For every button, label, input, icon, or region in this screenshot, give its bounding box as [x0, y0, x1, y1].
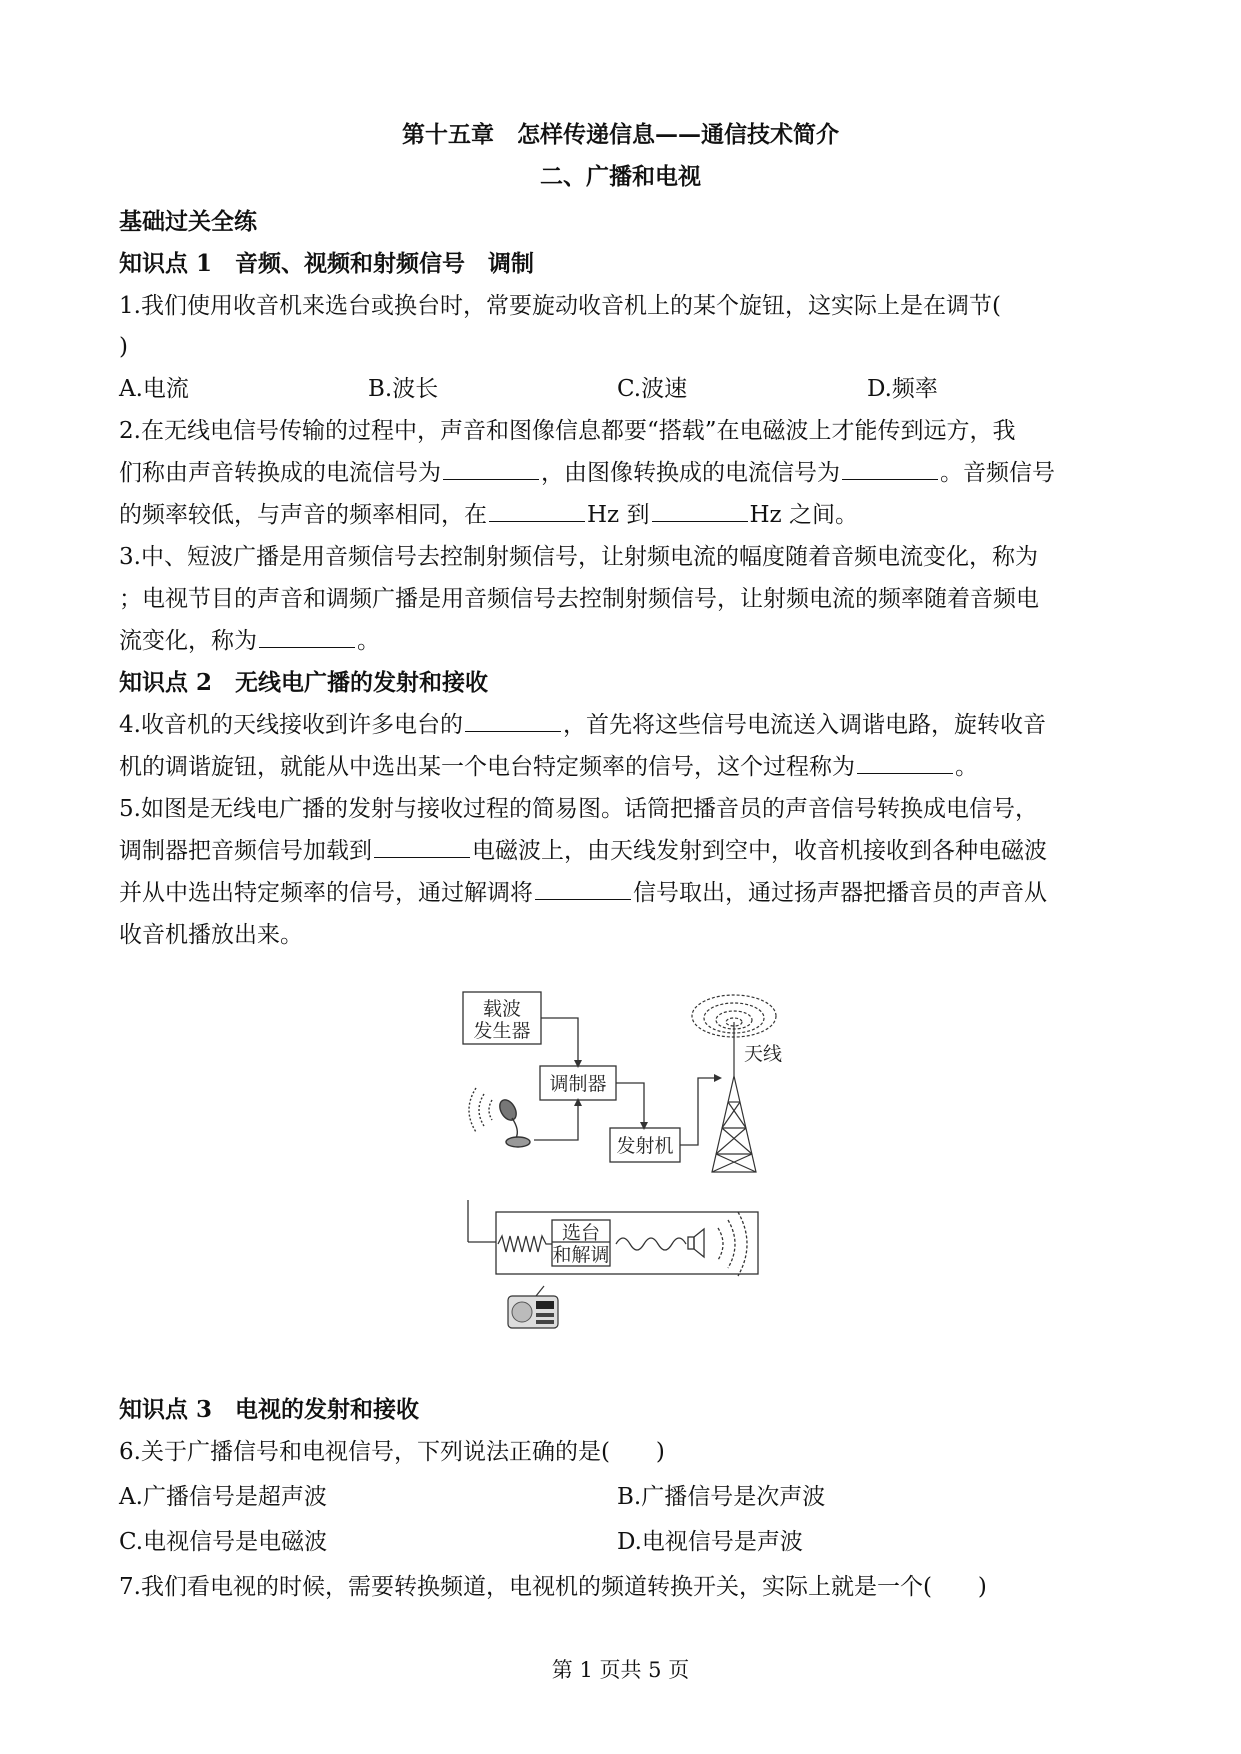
answer-blank — [465, 709, 561, 732]
answer-blank — [535, 877, 631, 900]
text-segment: 。 — [955, 754, 978, 780]
sound-waves-icon — [718, 1212, 747, 1276]
text-segment: 调制器把音频信号加载到 — [119, 838, 372, 864]
question-2-line-2 — [119, 457, 1129, 489]
question-4-line-2 — [119, 751, 1129, 783]
carrier-label-1: 载波 — [482, 998, 522, 1020]
question-3-line-1: 3.中、短波广播是用音频信号去控制射频信号，让射频电流的幅度随着音频电流变化，称为 — [119, 544, 1038, 570]
text-segment: 4.收音机的天线接收到许多电台的 — [119, 712, 463, 738]
section-title: 二、广播和电视 — [540, 163, 701, 190]
answer-blank — [842, 457, 938, 480]
question-2-line-1: 2.在无线电信号传输的过程中，声音和图像信息都要“搭载”在电磁波上才能传到远方，我 — [119, 418, 1016, 444]
tuner-label-1: 选台 — [561, 1222, 601, 1244]
question-5-line-1: 5.如图是无线电广播的发射与接收过程的简易图。话筒把播音员的声音信号转换成电信号， — [119, 796, 1038, 822]
text-segment: 并从中选出特定频率的信号，通过解调将 — [119, 880, 533, 906]
option-a: A.广播信号是超声波 — [119, 1484, 327, 1510]
question-1-stem-end: ) — [119, 334, 128, 360]
tuner-label-2: 和解调 — [552, 1244, 610, 1266]
answer-blank — [652, 499, 748, 522]
option-b: B.广播信号是次声波 — [617, 1484, 826, 1510]
chapter-title: 第十五章 怎样传递信息——通信技术简介 — [402, 121, 839, 148]
text-segment: ，由图像转换成的电流信号为 — [541, 460, 840, 486]
option-c: C.电视信号是电磁波 — [119, 1529, 328, 1555]
answer-blank — [259, 625, 355, 648]
text-segment: Hz 到 — [587, 502, 650, 528]
question-5-line-4: 收音机播放出来。 — [119, 922, 303, 948]
question-2-line-3 — [119, 499, 1129, 531]
arrow-modulator-to-transmitter — [616, 1083, 644, 1128]
question-3-line-3 — [119, 625, 1129, 657]
text-segment: 的频率较低，与声音的频率相同，在 — [119, 502, 487, 528]
question-5-line-2 — [119, 835, 1129, 867]
option-a: A.电流 — [119, 376, 189, 402]
knowledge-point-1: 知识点 1 音频、视频和射频信号 调制 — [119, 250, 535, 277]
text-segment: 们称由声音转换成的电流信号为 — [119, 460, 441, 486]
text-segment: ，首先将这些信号电流送入调谐电路，旋转收音 — [562, 712, 1046, 738]
microphone-icon — [469, 1088, 530, 1147]
question-7-stem: 7.我们看电视的时候，需要转换频道，电视机的频道转换开关，实际上就是一个( ) — [119, 1574, 987, 1600]
question-6-stem: 6.关于广播信号和电视信号，下列说法正确的是( ) — [119, 1439, 665, 1465]
text-segment: 。 — [357, 628, 380, 654]
radio-icon — [508, 1286, 558, 1328]
knowledge-point-2: 知识点 2 无线电广播的发射和接收 — [119, 669, 489, 696]
question-3-line-2: ；电视节目的声音和调频广播是用音频信号去控制射频信号，让射频电流的频率随着音频电 — [119, 586, 1039, 612]
speaker-icon — [688, 1229, 704, 1257]
arrow-transmitter-to-antenna — [680, 1078, 720, 1145]
option-b: B.波长 — [368, 376, 439, 402]
coil-icon — [498, 1236, 552, 1252]
arrow-mic-to-modulator — [534, 1100, 578, 1140]
knowledge-point-3: 知识点 3 电视的发射和接收 — [119, 1396, 420, 1423]
carrier-label-2: 发生器 — [473, 1020, 531, 1042]
answer-blank — [857, 751, 953, 774]
text-segment: Hz 之间。 — [749, 502, 858, 528]
question-5-line-3 — [119, 877, 1129, 909]
arrow-carrier-to-modulator — [541, 1018, 578, 1066]
text-segment: 信号取出，通过扬声器把播音员的声音从 — [633, 880, 1047, 906]
text-segment: 。音频信号 — [940, 460, 1055, 486]
receiver-diagram — [468, 1200, 758, 1276]
option-c: C.波速 — [617, 376, 688, 402]
option-d: D.频率 — [867, 376, 938, 402]
text-segment: 流变化，称为 — [119, 628, 257, 654]
modulator-label: 调制器 — [549, 1073, 607, 1095]
section-heading: 基础过关全练 — [119, 208, 257, 235]
antenna-tower-icon — [692, 995, 776, 1172]
question-1-stem: 1.我们使用收音机来选台或换台时，常要旋动收音机上的某个旋钮，这实际上是在调节( — [119, 293, 1001, 319]
text-segment: 电磁波上，由天线发射到空中，收音机接收到各种电磁波 — [472, 838, 1047, 864]
answer-blank — [489, 499, 585, 522]
antenna-label: 天线 — [744, 1043, 783, 1065]
option-d: D.电视信号是声波 — [617, 1529, 803, 1555]
transmitter-label: 发射机 — [616, 1135, 674, 1157]
answer-blank — [443, 457, 539, 480]
broadcast-diagram — [448, 990, 798, 1380]
text-segment: 机的调谐旋钮，就能从中选出某一个电台特定频率的信号，这个过程称为 — [119, 754, 855, 780]
answer-blank — [374, 835, 470, 858]
question-4-line-1 — [119, 709, 1129, 741]
page-footer: 第 1 页共 5 页 — [551, 1658, 690, 1682]
audio-wave-icon — [616, 1238, 686, 1250]
